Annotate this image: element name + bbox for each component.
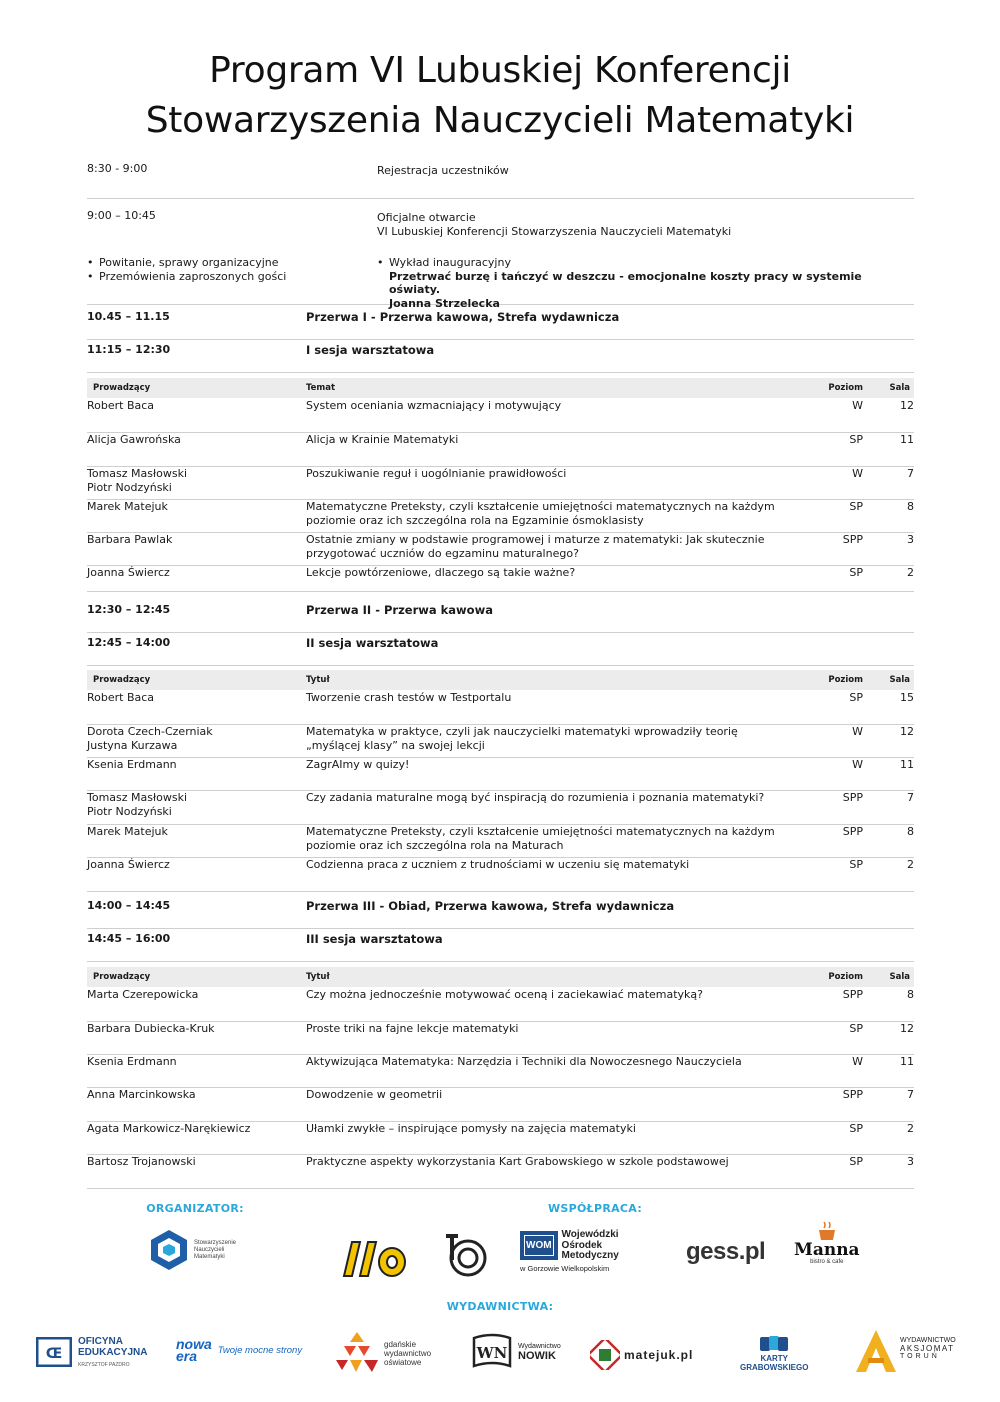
agenda-break-3	[87, 899, 914, 929]
table-row	[87, 791, 914, 825]
nowa-era-logo	[176, 1338, 302, 1362]
table-1-header	[87, 378, 914, 398]
oficyna-logo	[36, 1336, 147, 1368]
agenda-text: Przerwa III - Obiad, Przerwa kawowa, Strefa wydawnicza	[306, 899, 675, 913]
agenda-registration	[87, 162, 914, 199]
opening-line-2: VI Lubuskiej Konferencji Stowarzyszenia Nauczycieli Matematyki	[377, 224, 732, 238]
manna-logo	[794, 1220, 860, 1265]
agenda-time: 9:00 – 10:45	[87, 209, 156, 222]
opening-bullets	[87, 256, 286, 283]
topic-cell: Poszukiwanie reguł i uogólnianie prawidłowości	[306, 467, 567, 480]
leader-cell: Robert Baca	[87, 399, 155, 412]
room-cell: 8	[907, 988, 914, 1001]
col-level-header: Poziom	[828, 675, 863, 685]
table-row	[87, 533, 914, 566]
table-row	[87, 691, 914, 725]
aksjomat-line-3: TORUŃ	[900, 1352, 940, 1360]
cards-icon	[756, 1334, 792, 1354]
topic-cell: Praktyczne aspekty wykorzystania Kart Grabowskiego w szkole podstawowej	[306, 1155, 729, 1168]
matejuk-square-icon	[590, 1340, 620, 1370]
topic-cell: Dowodzenie w geometrii	[306, 1088, 443, 1101]
level-cell: SPP	[842, 1088, 863, 1101]
bullet-item: • Przemówienia zaproszonych gości	[87, 270, 286, 284]
room-cell: 3	[907, 533, 914, 546]
leader-cell: Joanna Świercz	[87, 566, 170, 579]
leader-cell: Robert Baca	[87, 691, 155, 704]
room-cell: 7	[907, 791, 914, 804]
karty-logo	[740, 1334, 808, 1372]
room-cell: 12	[900, 1022, 914, 1035]
matejuk-logo	[590, 1340, 693, 1370]
table-row	[87, 467, 914, 500]
svg-text:Œ: Œ	[45, 1346, 63, 1362]
leader-cell: Agata Markowicz-Narękiewicz	[87, 1122, 251, 1135]
room-cell: 12	[900, 399, 914, 412]
agenda-text: III sesja warsztatowa	[306, 932, 443, 946]
room-cell: 8	[907, 500, 914, 513]
col-leader-header: Prowadzący	[93, 972, 151, 982]
wom-city: w Gorzowie Wielkopolskim	[520, 1263, 610, 1273]
table-row	[87, 758, 914, 791]
svg-text:WN: WN	[476, 1344, 508, 1362]
nowik-small: Wydawnictwo	[518, 1342, 561, 1350]
table-row	[87, 566, 914, 592]
agenda-break-2	[87, 603, 914, 633]
leader-cell: Tomasz Masłowski Piotr Nodzyński	[87, 467, 188, 494]
agenda-time: 14:45 – 16:00	[87, 932, 171, 945]
agenda-time: 12:30 – 12:45	[87, 603, 171, 616]
room-cell: 2	[907, 566, 914, 579]
university-logo	[440, 1230, 492, 1280]
level-cell: W	[852, 467, 863, 480]
topic-cell: ZagrAImy w quizy!	[306, 758, 410, 771]
col-room-header: Sala	[889, 383, 910, 393]
lecture-speaker: Joanna Strzelecka	[389, 296, 500, 310]
level-cell: W	[852, 725, 863, 738]
organizer-label: ORGANIZATOR:	[146, 1202, 244, 1215]
level-cell: SPP	[842, 791, 863, 804]
gwo-logo	[332, 1330, 431, 1376]
gess-logo	[686, 1238, 765, 1266]
agenda-break-1	[87, 310, 914, 340]
room-cell: 11	[900, 758, 914, 771]
aksjomat-line-2: AKSJOMAT	[900, 1343, 955, 1353]
col-topic-header: Temat	[306, 383, 336, 393]
oe-book-icon	[36, 1337, 72, 1367]
lecture-title: Przetrwać burzę i tańczyć w deszczu - emocjonalne koszty pracy w systemie oświaty.	[389, 269, 862, 296]
table-row	[87, 1055, 914, 1088]
matejuk-text: matejuk.pl	[624, 1348, 694, 1362]
publishers-label: WYDAWNICTWA:	[446, 1300, 554, 1313]
level-cell: W	[852, 1055, 863, 1068]
wom-name: Wojewódzki Ośrodek Metodyczny	[561, 1229, 619, 1261]
topic-cell: Matematyka w praktyce, czyli jak nauczycielki matematyki wprowadziły teorię „myślącej klasy” na swojej lekcji	[306, 725, 738, 752]
topic-cell: Aktywizująca Matematyka: Narzędzia i Techniki dla Nowoczesnego Nauczyciela	[306, 1055, 742, 1068]
lecture-label: • Wykład inauguracyjny	[377, 256, 914, 270]
agenda-session-1	[87, 343, 914, 373]
aksjomat-line-1: WYDAWNICTWO	[900, 1336, 956, 1344]
leader-cell: Ksenia Erdmann	[87, 1055, 177, 1068]
coffee-cup-icon	[815, 1220, 839, 1242]
opening-title	[377, 211, 731, 238]
agenda-session-2	[87, 636, 914, 666]
leader-cell: Tomasz Masłowski Piotr Nodzyński	[87, 791, 188, 818]
room-cell: 2	[907, 858, 914, 871]
leader-cell: Ksenia Erdmann	[87, 758, 177, 771]
snm-logo	[148, 1228, 236, 1272]
topic-cell: Czy zadania maturalne mogą być inspiracją do rozumienia i poznania matematyki?	[306, 791, 765, 804]
gwo-triangles-icon	[332, 1330, 382, 1376]
nowik-logo	[470, 1332, 561, 1372]
table-3-header	[87, 967, 914, 987]
topic-cell: Codzienna praca z uczniem z trudnościami w uczeniu się matematyki	[306, 858, 690, 871]
room-cell: 11	[900, 1055, 914, 1068]
topic-cell: Lekcje powtórzeniowe, dlaczego są takie ważne?	[306, 566, 576, 579]
bullet-item: • Powitanie, sprawy organizacyjne	[87, 256, 286, 270]
col-level-header: Poziom	[828, 383, 863, 393]
agenda-session-3	[87, 932, 914, 962]
manna-name: Manna	[794, 1240, 860, 1260]
col-room-header: Sala	[889, 675, 910, 685]
title-line-1: Program VI Lubuskiej Konferencji	[209, 50, 791, 91]
leader-cell: Barbara Pawlak	[87, 533, 173, 546]
level-cell: SPP	[842, 988, 863, 1001]
leader-cell: Bartosz Trojanowski	[87, 1155, 196, 1168]
table-row	[87, 858, 914, 892]
aksjomat-logo	[854, 1328, 956, 1374]
level-cell: SP	[849, 858, 863, 871]
topic-cell: System oceniania wzmacniający i motywujący	[306, 399, 562, 412]
room-cell: 7	[907, 1088, 914, 1101]
title-line-2: Stowarzyszenia Nauczycieli Matematyki	[145, 100, 855, 141]
gwo-text: gdańskie wydawnictwo oświatowe	[384, 1339, 432, 1367]
agenda-time: 10.45 – 11.15	[87, 310, 170, 323]
topic-cell: Czy można jednocześnie motywować oceną i zaciekawiać matematyką?	[306, 988, 703, 1001]
topic-cell: Tworzenie crash testów w Testportalu	[306, 691, 512, 704]
room-cell: 7	[907, 467, 914, 480]
agenda-time: 11:15 – 12:30	[87, 343, 171, 356]
table-row	[87, 825, 914, 858]
leader-cell: Barbara Dubiecka-Kruk	[87, 1022, 215, 1035]
lecture-block	[377, 256, 914, 310]
opening-line-1: Oficjalne otwarcie	[377, 211, 476, 224]
circle-emblem-icon	[440, 1230, 492, 1280]
table-row	[87, 988, 914, 1022]
level-cell: SP	[849, 433, 863, 446]
agenda-text: Przerwa I - Przerwa kawowa, Strefa wydawnicza	[306, 310, 620, 324]
topic-cell: Ułamki zwykłe – inspirujące pomysły na zajęcia matematyki	[306, 1122, 636, 1135]
table-row	[87, 1155, 914, 1189]
level-cell: SP	[849, 1022, 863, 1035]
col-room-header: Sala	[889, 972, 910, 982]
col-topic-header: Tytuł	[306, 972, 330, 982]
col-leader-header: Prowadzący	[93, 675, 151, 685]
leader-cell: Marek Matejuk	[87, 500, 168, 513]
table-row	[87, 1022, 914, 1055]
ilo-logo-icon	[338, 1236, 408, 1280]
leader-cell: Dorota Czech-Czerniak Justyna Kurzawa	[87, 725, 213, 752]
agenda-text: I sesja warsztatowa	[306, 343, 435, 357]
leader-cell: Joanna Świercz	[87, 858, 170, 871]
agenda-text: II sesja warsztatowa	[306, 636, 439, 650]
snm-logo-text: Stowarzyszenie Nauczycieli Matematyki	[194, 1239, 237, 1260]
table-row	[87, 1122, 914, 1155]
leader-cell: Anna Marcinkowska	[87, 1088, 196, 1101]
level-cell: W	[852, 758, 863, 771]
topic-cell: Alicja w Krainie Matematyki	[306, 433, 459, 446]
level-cell: W	[852, 399, 863, 412]
wom-badge: WOM	[520, 1231, 558, 1260]
col-leader-header: Prowadzący	[93, 383, 151, 393]
level-cell: SP	[849, 566, 863, 579]
room-cell: 12	[900, 725, 914, 738]
col-topic-header: Tytuł	[306, 675, 330, 685]
table-row	[87, 500, 914, 533]
page-title	[0, 46, 1000, 146]
level-cell: SP	[849, 1122, 863, 1135]
nowa-era-slogan: Twoje mocne strony	[217, 1344, 303, 1356]
aksjomat-a-icon	[854, 1328, 898, 1374]
leader-cell: Alicja Gawrońska	[87, 433, 181, 446]
table-row	[87, 1088, 914, 1122]
wn-book-icon	[470, 1332, 514, 1372]
topic-cell: Matematyczne Preteksty, czyli kształcenie umiejętności matematycznych na każdym poziomie oraz ich szczególna rola na Egzaminie ósmoklasisty	[306, 500, 775, 527]
level-cell: SP	[849, 691, 863, 704]
wom-logo	[520, 1230, 619, 1273]
oficyna-name: OFICYNA EDUKACYJNA	[78, 1336, 148, 1358]
karty-text: KARTY GRABOWSKIEGO	[740, 1354, 809, 1372]
agenda-time: 8:30 - 9:00	[87, 162, 148, 175]
level-cell: SP	[849, 1155, 863, 1168]
manna-sub: bistro & cafe	[810, 1259, 844, 1265]
leader-cell: Marek Matejuk	[87, 825, 168, 838]
ilo-logo	[338, 1236, 408, 1280]
agenda-text: Rejestracja uczestników	[377, 164, 509, 177]
agenda-text: Przerwa II - Przerwa kawowa	[306, 603, 493, 617]
room-cell: 11	[900, 433, 914, 446]
table-2-header	[87, 670, 914, 690]
col-level-header: Poziom	[828, 972, 863, 982]
oficyna-sub: KRZYSZTOF PAZDRO	[78, 1362, 130, 1368]
nowik-name: NOWIK	[518, 1349, 556, 1362]
topic-cell: Proste triki na fajne lekcje matematyki	[306, 1022, 519, 1035]
level-cell: SPP	[842, 533, 863, 546]
room-cell: 15	[900, 691, 914, 704]
topic-cell: Ostatnie zmiany w podstawie programowej i maturze z matematyki: Jak skutecznie przygotować uczniów do egzaminu maturalnego?	[306, 533, 765, 560]
leader-cell: Marta Czerepowicka	[87, 988, 199, 1001]
room-cell: 8	[907, 825, 914, 838]
level-cell: SP	[849, 500, 863, 513]
hexagon-logo-icon	[148, 1228, 190, 1272]
table-row	[87, 399, 914, 433]
cooperation-label: WSPÓŁPRACA:	[547, 1202, 643, 1215]
level-cell: SPP	[842, 825, 863, 838]
room-cell: 3	[907, 1155, 914, 1168]
gess-text: gess.pl	[686, 1238, 766, 1265]
nowa-era-name: nowa era	[176, 1336, 212, 1364]
table-row	[87, 725, 914, 758]
room-cell: 2	[907, 1122, 914, 1135]
agenda-time: 12:45 – 14:00	[87, 636, 171, 649]
agenda-opening	[87, 209, 914, 310]
topic-cell: Matematyczne Preteksty, czyli kształcenie umiejętności matematycznych na każdym poziomie oraz ich szczególna rola na Maturach	[306, 825, 775, 852]
table-row	[87, 433, 914, 467]
agenda-time: 14:00 – 14:45	[87, 899, 171, 912]
